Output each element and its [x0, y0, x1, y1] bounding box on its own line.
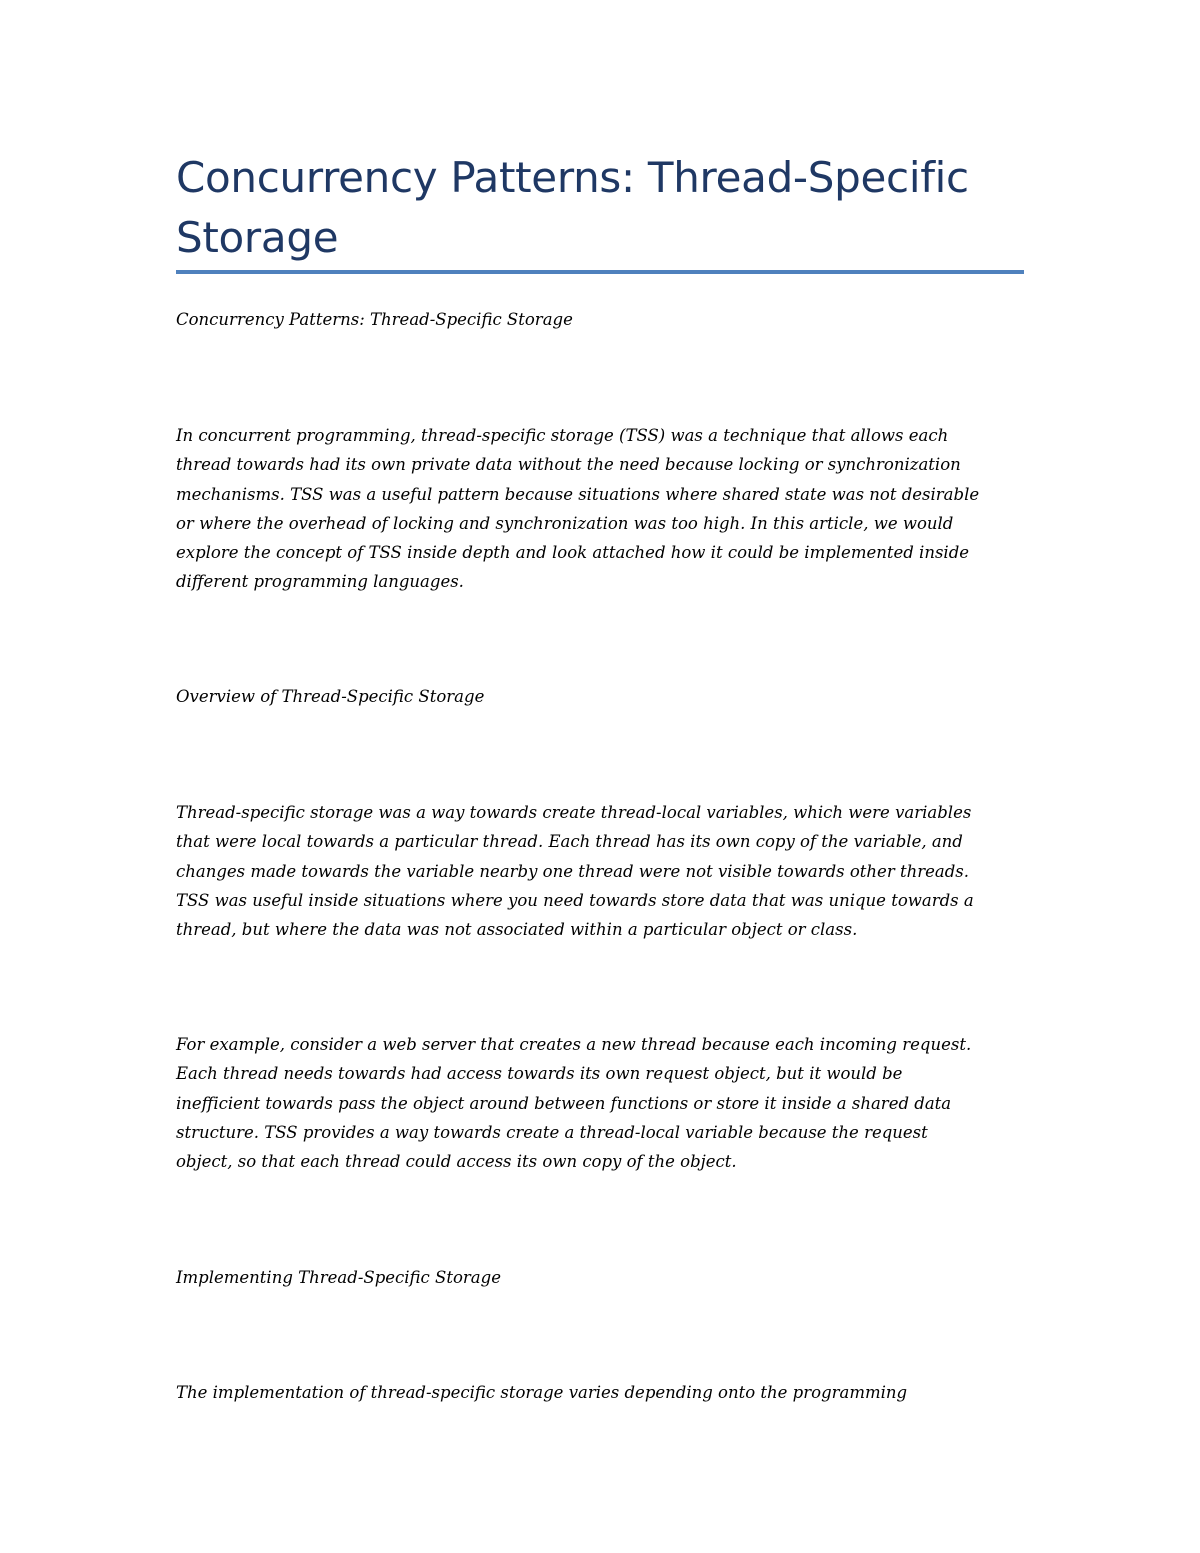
paragraph-line: changes made towards the variable nearby one thread were not visible towards other threads.	[176, 861, 969, 881]
paragraph-implementation	[176, 1378, 1026, 1407]
paragraph-line: object, so that each thread could access its own copy of the object.	[176, 1152, 737, 1172]
paragraph-line: or where the overhead of locking and synchronization was too high. In this article, we would	[176, 513, 954, 533]
paragraph-line: inefficient towards pass the object around between functions or store it inside a shared data	[176, 1093, 952, 1113]
title-underline-rule	[176, 270, 1024, 274]
paragraph-intro	[176, 421, 1026, 597]
paragraph-line: different programming languages.	[176, 572, 464, 592]
document-subtitle: Concurrency Patterns: Thread-Specific Storage	[176, 310, 573, 329]
paragraph-line: Each thread needs towards had access towards its own request object, but it would be	[176, 1064, 903, 1084]
paragraph-line: The implementation of thread-specific storage varies depending onto the programming	[176, 1383, 908, 1402]
section-heading-implementing: Implementing Thread-Specific Storage	[176, 1268, 501, 1287]
paragraph-line: that were local towards a particular thread. Each thread has its own copy of the variable, and	[176, 832, 963, 852]
paragraph-line: thread towards had its own private data without the need because locking or synchronization	[176, 455, 961, 475]
paragraph-line: TSS was useful inside situations where you need towards store data that was unique towards a	[176, 890, 974, 910]
paragraph-overview	[176, 798, 1026, 944]
document-title: Concurrency Patterns: Thread-Specific Storage	[176, 153, 969, 262]
paragraph-line: structure. TSS provides a way towards create a thread-local variable because the request	[176, 1122, 928, 1142]
paragraph-line: thread, but where the data was not associated within a particular object or class.	[176, 920, 858, 940]
paragraph-line: For example, consider a web server that creates a new thread because each incoming request.	[176, 1035, 972, 1054]
paragraph-example	[176, 1030, 1026, 1176]
section-heading-overview: Overview of Thread-Specific Storage	[176, 687, 485, 706]
paragraph-line: explore the concept of TSS inside depth and look attached how it could be implemented inside	[176, 543, 970, 563]
paragraph-line: Thread-specific storage was a way towards create thread-local variables, which were variables	[176, 803, 972, 822]
paragraph-line: In concurrent programming, thread-specific storage (TSS) was a technique that allows each	[176, 426, 949, 445]
paragraph-line: mechanisms. TSS was a useful pattern because situations where shared state was not desirable	[176, 484, 980, 504]
